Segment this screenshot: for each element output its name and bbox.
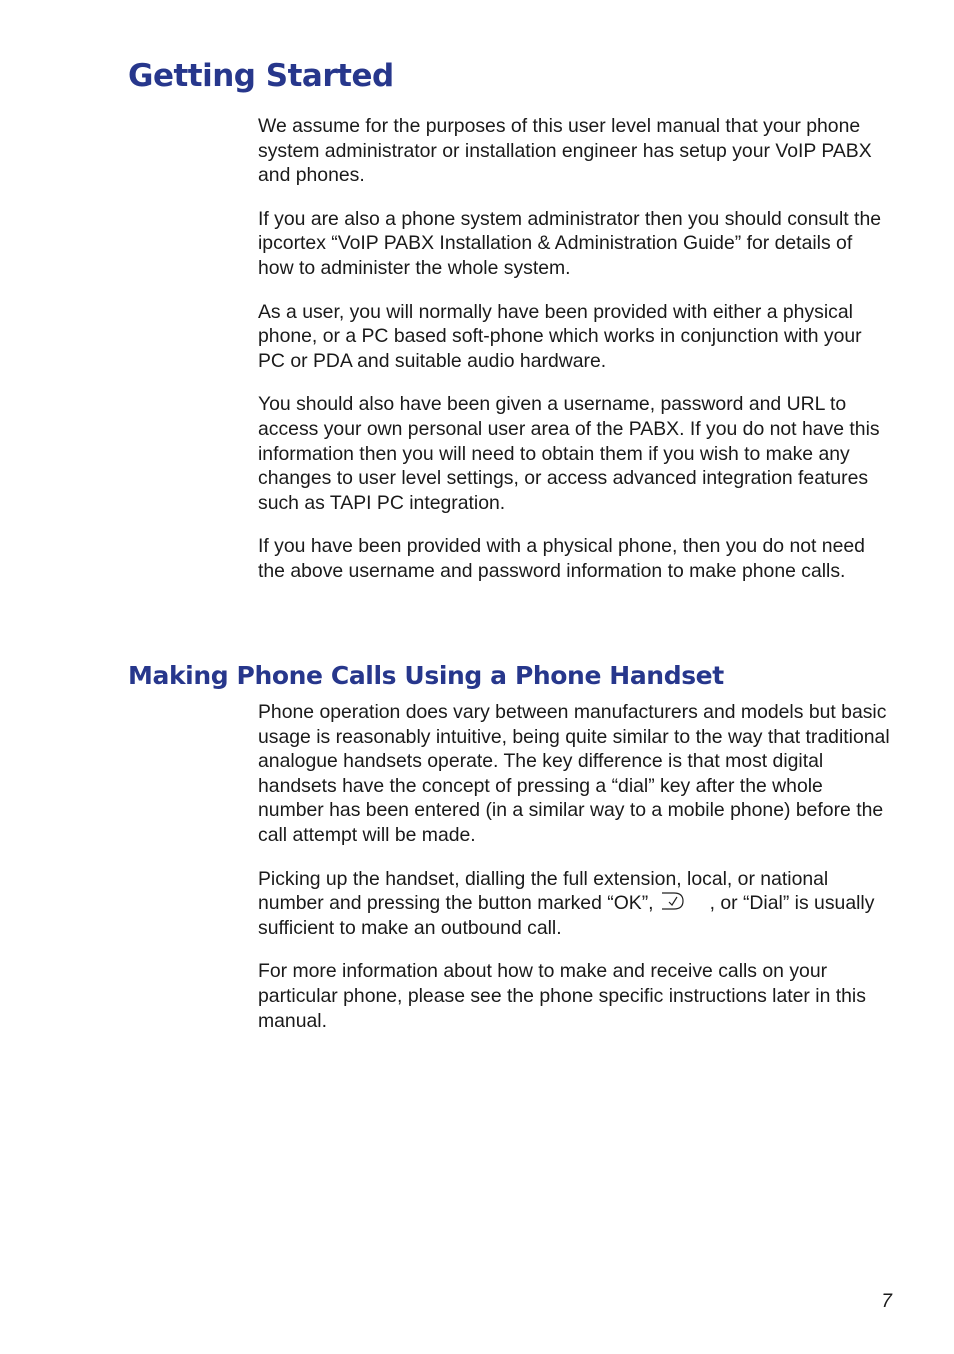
intro-text (258, 114, 890, 603)
calls-text-after-icon: , or “Dial” is usually sufficient to make an outbound call. (258, 892, 875, 939)
page-title: Getting Started (128, 58, 394, 94)
calls-paragraph: Phone operation does vary between manufacturers and models but basic usage is reasonably intuitive, being quite similar to the way that traditional analogue handsets operate. The key difference is that most digital handsets have the concept of pressing a “dial” key after the whole number has been entered (in a similar way to a mobile phone) before the call attempt will be made. (258, 701, 890, 846)
intro-paragraph: As a user, you will normally have been provided with either a physical phone, or a PC based soft-phone which works in conjunction with your PC or PDA and suitable audio hardware. (258, 300, 862, 372)
making-calls-text (258, 700, 890, 1052)
intro-paragraph: If you are also a phone system administrator then you should consult the ipcortex “VoIP PABX Installation & Administration Guide” for details of how to administer the whole system. (258, 207, 882, 279)
intro-paragraph: If you have been provided with a physical phone, then you do not need the above username and password information to make phone calls. (258, 535, 865, 582)
section-heading: Making Phone Calls Using a Phone Handset (128, 661, 724, 690)
calls-paragraph: For more information about how to make and receive calls on your particular phone, please see the phone specific instructions later in this manual. (258, 960, 866, 1032)
ok-key-icon (660, 891, 686, 911)
calls-paragraph-with-icon (258, 867, 890, 941)
intro-paragraph: We assume for the purposes of this user level manual that your phone system administrator or installation engineer has setup your VoIP PABX and phones. (258, 115, 872, 187)
page-number: 7 (881, 1291, 892, 1312)
calls-text-before-icon: Picking up the handset, dialling the full extension, local, or national number and pressing the button marked “OK”, (258, 867, 829, 915)
intro-paragraph: You should also have been given a username, password and URL to access your own personal user area of the PABX. If you do not have this information then you will need to obtain them if you wish to make any changes to user level settings, or access advanced integration features such as TAPI PC integration. (258, 393, 880, 514)
